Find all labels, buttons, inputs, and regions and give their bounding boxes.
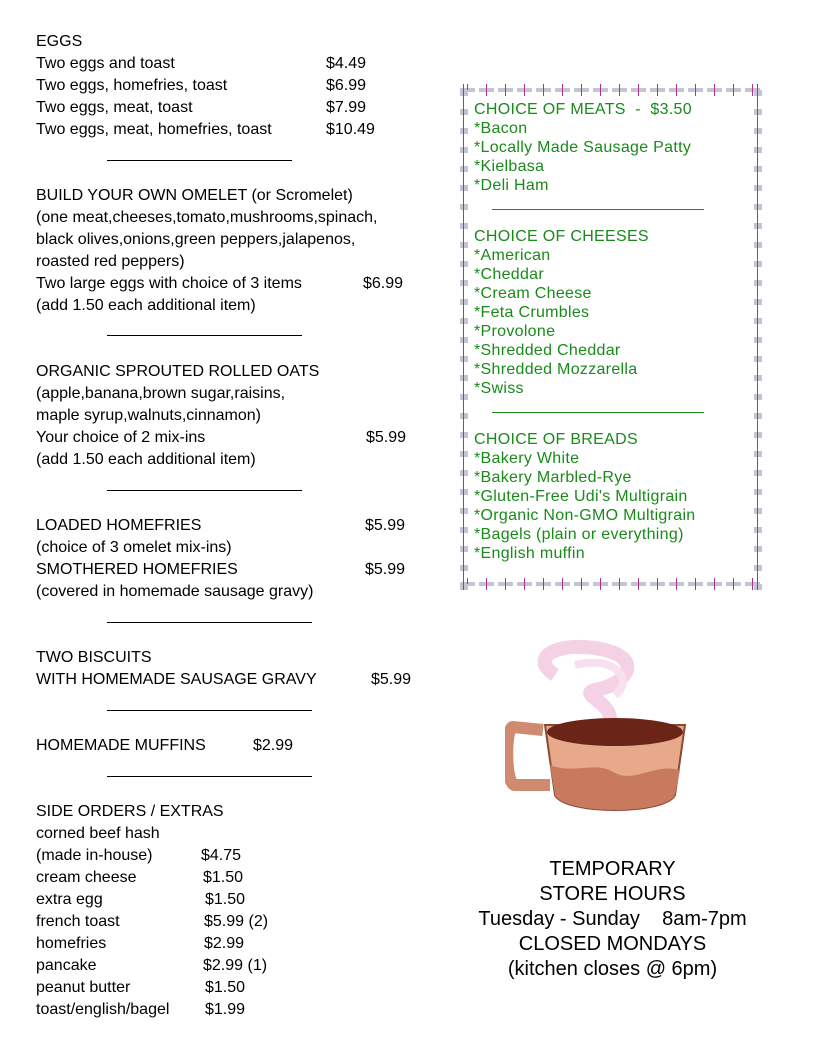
muffins-section bbox=[36, 735, 294, 757]
biscuits-section bbox=[36, 647, 412, 691]
item-name: SMOTHERED HOMEFRIES bbox=[36, 561, 238, 578]
menu-item: corned beef hash bbox=[36, 825, 160, 842]
list-item: *Organic Non-GMO Multigrain bbox=[474, 507, 696, 524]
divider bbox=[107, 776, 312, 777]
menu-item bbox=[36, 669, 412, 691]
section-title: ORGANIC SPROUTED ROLLED OATS bbox=[36, 363, 320, 380]
note: (covered in homemade sausage gravy) bbox=[36, 583, 314, 600]
item-name: Two eggs and toast bbox=[36, 55, 175, 72]
section-title: TWO BISCUITS bbox=[36, 649, 152, 666]
description: (apple,banana,brown sugar,raisins, bbox=[36, 385, 286, 402]
item-name: toast/english/bagel bbox=[36, 1001, 170, 1018]
item-price: $1.50 bbox=[205, 979, 246, 996]
item-name: peanut butter bbox=[36, 979, 131, 996]
list-item: *Feta Crumbles bbox=[474, 304, 590, 321]
list-item: *Provolone bbox=[474, 323, 556, 340]
menu-item bbox=[36, 97, 367, 119]
oats-section bbox=[36, 361, 407, 471]
item-name: Two eggs, meat, toast bbox=[36, 99, 193, 116]
section-title: EGGS bbox=[36, 33, 83, 50]
divider bbox=[107, 160, 292, 161]
menu-item bbox=[36, 933, 245, 955]
item-price: $5.99 bbox=[365, 561, 406, 578]
item-name: Two eggs, meat, homefries, toast bbox=[36, 121, 272, 138]
eggs-section bbox=[36, 31, 375, 141]
menu-item bbox=[36, 559, 406, 581]
decorative-border-left bbox=[458, 84, 470, 590]
list-item: *Bakery White bbox=[474, 450, 580, 467]
item-price: $1.50 bbox=[205, 891, 246, 908]
list-item: *American bbox=[474, 247, 551, 264]
decorative-border-right bbox=[752, 84, 764, 590]
item-name: french toast bbox=[36, 913, 120, 930]
menu-item bbox=[36, 955, 268, 977]
divider bbox=[492, 209, 704, 210]
list-item: *Cheddar bbox=[474, 266, 545, 283]
menu-item bbox=[36, 867, 244, 889]
store-hours bbox=[440, 857, 785, 982]
section-title: BUILD YOUR OWN OMELET (or Scromelet) bbox=[36, 187, 353, 204]
list-item: *Gluten-Free Udi's Multigrain bbox=[474, 488, 688, 505]
hours-line: CLOSED MONDAYS bbox=[518, 933, 707, 955]
item-price: $7.99 bbox=[326, 99, 367, 116]
item-price: $1.50 bbox=[203, 869, 244, 886]
menu-item bbox=[36, 53, 367, 75]
divider bbox=[107, 710, 312, 711]
divider bbox=[107, 335, 302, 336]
list-item: *Cream Cheese bbox=[474, 285, 592, 302]
choices-box bbox=[458, 84, 764, 590]
menu-item bbox=[36, 119, 375, 141]
divider bbox=[107, 490, 302, 491]
item-price: $4.75 bbox=[201, 847, 242, 864]
cheeses-title: CHOICE OF CHEESES bbox=[474, 228, 649, 245]
item-name: homefries bbox=[36, 935, 107, 952]
description: roasted red peppers) bbox=[36, 253, 185, 270]
item-name: extra egg bbox=[36, 891, 103, 908]
menu-item bbox=[36, 75, 367, 97]
list-item: *English muffin bbox=[474, 545, 585, 562]
choices-text bbox=[474, 100, 704, 563]
item-price: $6.99 bbox=[363, 275, 404, 292]
note: (add 1.50 each additional item) bbox=[36, 451, 256, 468]
list-item: *Locally Made Sausage Patty bbox=[474, 139, 692, 156]
item-price: $1.99 bbox=[205, 1001, 246, 1018]
menu-item bbox=[36, 977, 246, 999]
hours-line: STORE HOURS bbox=[539, 883, 686, 905]
item-price: $5.99 (2) bbox=[204, 913, 269, 930]
menu-item bbox=[36, 735, 294, 757]
list-item: *Bakery Marbled-Rye bbox=[474, 469, 632, 486]
list-item: *Deli Ham bbox=[474, 177, 549, 194]
item-price: $2.99 bbox=[253, 737, 294, 754]
item-name: LOADED HOMEFRIES bbox=[36, 517, 202, 534]
menu-item bbox=[36, 427, 407, 449]
item-price: $2.99 bbox=[204, 935, 245, 952]
menu-item bbox=[36, 273, 404, 295]
item-price: $4.49 bbox=[326, 55, 367, 72]
note: (choice of 3 omelet mix-ins) bbox=[36, 539, 232, 556]
list-item: *Shredded Cheddar bbox=[474, 342, 621, 359]
item-price: $10.49 bbox=[326, 121, 375, 138]
item-name: pancake bbox=[36, 957, 97, 974]
breads-title: CHOICE OF BREADS bbox=[474, 431, 638, 448]
list-item: *Bacon bbox=[474, 120, 528, 137]
section-title: SIDE ORDERS / EXTRAS bbox=[36, 803, 224, 820]
item-name: cream cheese bbox=[36, 869, 137, 886]
description: black olives,onions,green peppers,jalapenos, bbox=[36, 231, 356, 248]
item-name: Two eggs, homefries, toast bbox=[36, 77, 228, 94]
menu-item bbox=[36, 999, 246, 1021]
divider bbox=[107, 622, 312, 623]
menu-item bbox=[36, 889, 246, 911]
divider bbox=[492, 412, 704, 413]
list-item: *Shredded Mozzarella bbox=[474, 361, 638, 378]
item-price: $2.99 (1) bbox=[203, 957, 268, 974]
hours-line: (kitchen closes @ 6pm) bbox=[507, 958, 718, 980]
item-name: Your choice of 2 mix-ins bbox=[36, 429, 206, 446]
homefries-section bbox=[36, 515, 406, 603]
item-name: Two large eggs with choice of 3 items bbox=[36, 275, 302, 292]
item-name: WITH HOMEMADE SAUSAGE GRAVY bbox=[36, 671, 317, 688]
omelet-section bbox=[36, 185, 404, 317]
note: (add 1.50 each additional item) bbox=[36, 297, 256, 314]
list-item: *Bagels (plain or everything) bbox=[474, 526, 684, 543]
item-price: $5.99 bbox=[366, 429, 407, 446]
description: (one meat,cheeses,tomato,mushrooms,spinach, bbox=[36, 209, 378, 226]
sides-section bbox=[36, 801, 269, 1021]
menu-item bbox=[36, 911, 269, 933]
hours-line: Tuesday - Sunday 8am-7pm bbox=[478, 908, 747, 930]
coffee-cup-icon bbox=[505, 635, 705, 825]
description: maple syrup,walnuts,cinnamon) bbox=[36, 407, 261, 424]
decorative-border-top bbox=[458, 84, 764, 96]
hours-line: TEMPORARY bbox=[549, 858, 676, 880]
item-price: $5.99 bbox=[365, 517, 406, 534]
menu-item bbox=[36, 515, 406, 537]
item-name: HOMEMADE MUFFINS bbox=[36, 737, 206, 754]
item-price: $6.99 bbox=[326, 77, 367, 94]
menu-item bbox=[36, 845, 242, 867]
list-item: *Swiss bbox=[474, 380, 524, 397]
item-name: (made in-house) bbox=[36, 847, 153, 864]
list-item: *Kielbasa bbox=[474, 158, 545, 175]
decorative-border-bottom bbox=[458, 578, 764, 590]
item-price: $5.99 bbox=[371, 671, 412, 688]
meats-title: CHOICE OF MEATS - $3.50 bbox=[474, 101, 692, 118]
